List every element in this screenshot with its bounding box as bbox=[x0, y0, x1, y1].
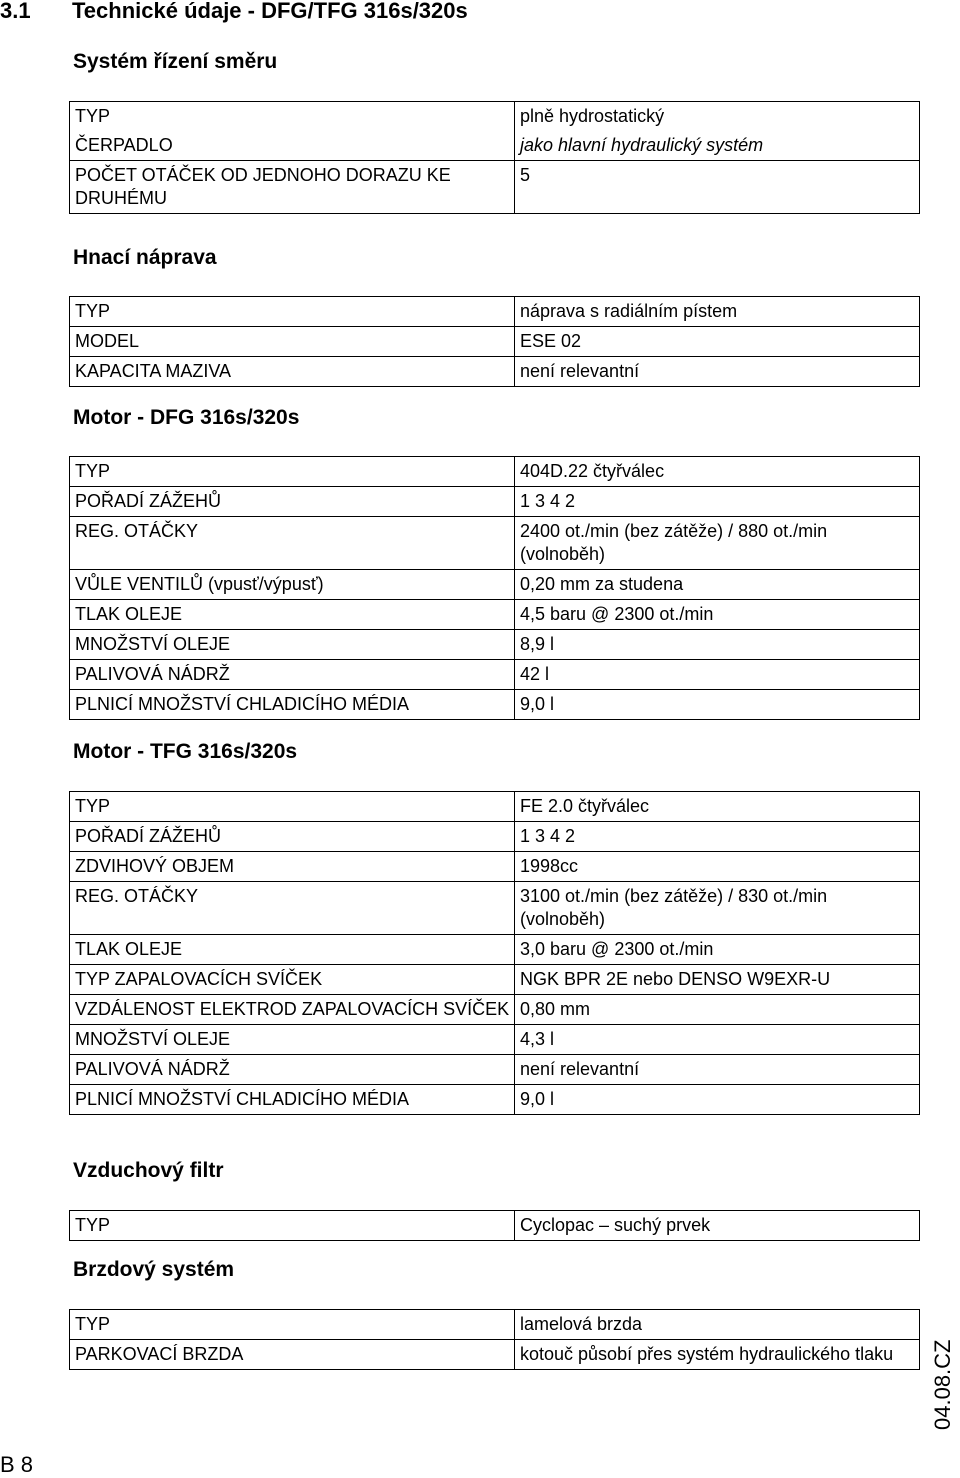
table-row bbox=[70, 600, 920, 630]
spec-label: ZDVIHOVÝ OBJEM bbox=[70, 852, 515, 882]
spec-label: KAPACITA MAZIVA bbox=[70, 357, 515, 387]
spec-value: 1998cc bbox=[515, 852, 920, 882]
spec-value: plně hydrostatický bbox=[515, 102, 920, 132]
spec-label: ČERPADLO bbox=[70, 131, 515, 161]
table-row bbox=[70, 1310, 920, 1340]
table-row bbox=[70, 517, 920, 570]
air-filter-table bbox=[69, 1210, 920, 1241]
spec-value: FE 2.0 čtyřválec bbox=[515, 792, 920, 822]
spec-label: TYP bbox=[70, 297, 515, 327]
engine-tfg-table bbox=[69, 791, 920, 1115]
spec-label: POŘADÍ ZÁŽEHŮ bbox=[70, 822, 515, 852]
table-row bbox=[70, 660, 920, 690]
table-row bbox=[70, 822, 920, 852]
section-title-brakes: Brzdový systém bbox=[73, 1258, 235, 1281]
spec-label: TYP bbox=[70, 102, 515, 132]
table-row bbox=[70, 357, 920, 387]
spec-label: MNOŽSTVÍ OLEJE bbox=[70, 630, 515, 660]
spec-label: VZDÁLENOST ELEKTROD ZAPALOVACÍCH SVÍČEK bbox=[70, 995, 515, 1025]
spec-value: 8,9 l bbox=[515, 630, 920, 660]
section-number: 3.1 bbox=[0, 0, 31, 23]
spec-label: TYP bbox=[70, 1310, 515, 1340]
spec-value: není relevantní bbox=[515, 1055, 920, 1085]
section-title-engine-tfg: Motor - TFG 316s/320s bbox=[73, 740, 298, 763]
spec-label: MNOŽSTVÍ OLEJE bbox=[70, 1025, 515, 1055]
spec-label: PLNICÍ MNOŽSTVÍ CHLADICÍHO MÉDIA bbox=[70, 690, 515, 720]
table-row bbox=[70, 487, 920, 517]
revision-date: 04.08.CZ bbox=[930, 1339, 955, 1430]
spec-value: 42 l bbox=[515, 660, 920, 690]
table-row bbox=[70, 792, 920, 822]
spec-value: 3,0 baru @ 2300 ot./min bbox=[515, 935, 920, 965]
spec-value: není relevantní bbox=[515, 357, 920, 387]
spec-value: 9,0 l bbox=[515, 690, 920, 720]
table-row bbox=[70, 1055, 920, 1085]
spec-value: jako hlavní hydraulický systém bbox=[515, 131, 920, 161]
spec-value: ESE 02 bbox=[515, 327, 920, 357]
axle-table bbox=[69, 296, 920, 387]
table-row bbox=[70, 690, 920, 720]
page-number: B 8 bbox=[0, 1452, 34, 1477]
spec-label: TLAK OLEJE bbox=[70, 935, 515, 965]
brakes-table bbox=[69, 1309, 920, 1370]
section-title-steering: Systém řízení směru bbox=[73, 50, 278, 73]
table-row bbox=[70, 327, 920, 357]
table-row bbox=[70, 1085, 920, 1115]
table-row bbox=[70, 102, 920, 132]
spec-value: 9,0 l bbox=[515, 1085, 920, 1115]
table-row bbox=[70, 995, 920, 1025]
spec-value: 4,5 baru @ 2300 ot./min bbox=[515, 600, 920, 630]
table-row bbox=[70, 297, 920, 327]
spec-value: 404D.22 čtyřválec bbox=[515, 457, 920, 487]
table-row bbox=[70, 161, 920, 214]
spec-value: 1 3 4 2 bbox=[515, 822, 920, 852]
spec-label: TYP bbox=[70, 792, 515, 822]
section-title-air-filter: Vzduchový filtr bbox=[73, 1159, 224, 1182]
table-row bbox=[70, 882, 920, 935]
table-row bbox=[70, 570, 920, 600]
spec-label: POČET OTÁČEK OD JEDNOHO DORAZU KE DRUHÉMU bbox=[70, 161, 515, 214]
table-row bbox=[70, 965, 920, 995]
engine-dfg-table bbox=[69, 456, 920, 720]
spec-value: kotouč působí přes systém hydraulického tlaku bbox=[515, 1340, 920, 1370]
spec-value: 1 3 4 2 bbox=[515, 487, 920, 517]
spec-label: TYP ZAPALOVACÍCH SVÍČEK bbox=[70, 965, 515, 995]
spec-label: PLNICÍ MNOŽSTVÍ CHLADICÍHO MÉDIA bbox=[70, 1085, 515, 1115]
spec-value: 0,20 mm za studena bbox=[515, 570, 920, 600]
spec-value: NGK BPR 2E nebo DENSO W9EXR-U bbox=[515, 965, 920, 995]
table-row bbox=[70, 1025, 920, 1055]
section-title-engine-dfg: Motor - DFG 316s/320s bbox=[73, 406, 300, 429]
spec-label: TLAK OLEJE bbox=[70, 600, 515, 630]
spec-value: 3100 ot./min (bez zátěže) / 830 ot./min (volnoběh) bbox=[515, 882, 920, 935]
page-title: Technické údaje - DFG/TFG 316s/320s bbox=[72, 0, 468, 23]
spec-label: POŘADÍ ZÁŽEHŮ bbox=[70, 487, 515, 517]
spec-value: 0,80 mm bbox=[515, 995, 920, 1025]
table-row bbox=[70, 131, 920, 161]
spec-value: náprava s radiálním pístem bbox=[515, 297, 920, 327]
spec-label: TYP bbox=[70, 1211, 515, 1241]
spec-label: REG. OTÁČKY bbox=[70, 882, 515, 935]
steering-table bbox=[69, 101, 920, 214]
spec-label: MODEL bbox=[70, 327, 515, 357]
table-row bbox=[70, 1211, 920, 1241]
table-row bbox=[70, 852, 920, 882]
spec-label: PALIVOVÁ NÁDRŽ bbox=[70, 1055, 515, 1085]
spec-label: PALIVOVÁ NÁDRŽ bbox=[70, 660, 515, 690]
table-row bbox=[70, 1340, 920, 1370]
page-heading bbox=[0, 0, 468, 24]
table-row bbox=[70, 457, 920, 487]
spec-label: VŮLE VENTILŮ (vpusť/výpusť) bbox=[70, 570, 515, 600]
table-row bbox=[70, 935, 920, 965]
spec-value: lamelová brzda bbox=[515, 1310, 920, 1340]
spec-label: REG. OTÁČKY bbox=[70, 517, 515, 570]
spec-value: 2400 ot./min (bez zátěže) / 880 ot./min (volnoběh) bbox=[515, 517, 920, 570]
spec-label: PARKOVACÍ BRZDA bbox=[70, 1340, 515, 1370]
spec-value: 5 bbox=[515, 161, 920, 214]
section-title-axle: Hnací náprava bbox=[73, 246, 217, 269]
spec-value: Cyclopac – suchý prvek bbox=[515, 1211, 920, 1241]
spec-label: TYP bbox=[70, 457, 515, 487]
table-row bbox=[70, 630, 920, 660]
spec-value: 4,3 l bbox=[515, 1025, 920, 1055]
